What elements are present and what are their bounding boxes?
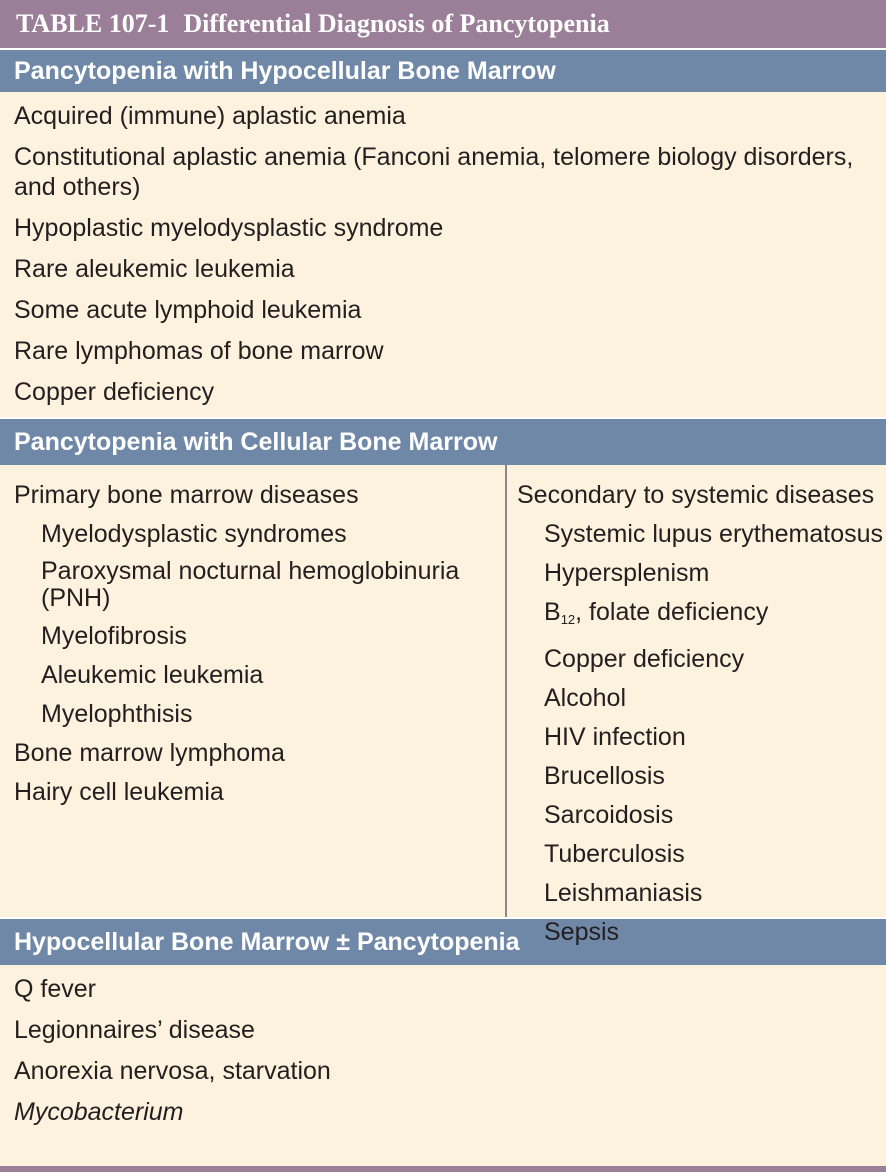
- bottom-rule: [0, 1166, 886, 1172]
- list-item: Legionnaires’ disease: [14, 1016, 255, 1044]
- list-item: Alcohol: [544, 684, 626, 712]
- group-label-primary: Primary bone marrow diseases: [14, 481, 359, 509]
- list-item: Paroxysmal nocturnal hemoglobinuria (PNH): [41, 557, 460, 612]
- list-item: Sepsis: [544, 918, 620, 946]
- list-item: Anorexia nervosa, starvation: [14, 1057, 331, 1085]
- column-secondary: [507, 465, 886, 946]
- list-item: Myelofibrosis: [41, 622, 187, 650]
- list-item: Systemic lupus erythematosus: [544, 520, 884, 548]
- list-item: Rare lymphomas of bone marrow: [14, 337, 384, 365]
- list-item: Tuberculosis: [544, 840, 685, 868]
- column-primary: [0, 465, 507, 917]
- list-item: Myelophthisis: [41, 700, 193, 728]
- list-item: Myelodysplastic syndromes: [41, 520, 347, 548]
- b12-subscript: 12: [560, 612, 576, 627]
- list-item: Hypoplastic myelodysplastic syndrome: [14, 214, 444, 242]
- list-item: Hairy cell leukemia: [14, 778, 224, 806]
- list-item-b12: [517, 594, 886, 641]
- list-item: Brucellosis: [544, 762, 665, 790]
- table-title: [0, 0, 886, 48]
- section-hypocellular-pancytopenia-list: [0, 965, 886, 1133]
- list-item: Acquired (immune) aplastic anemia: [14, 102, 406, 130]
- table-title-text: Differential Diagnosis of Pancytopenia: [183, 9, 610, 38]
- section-heading-cellular: Pancytopenia with Cellular Bone Marrow: [0, 417, 886, 465]
- b12-base: B: [544, 598, 561, 626]
- list-item: Q fever: [14, 975, 96, 1003]
- list-item: Constitutional aplastic anemia (Fanconi anemia, telomere biology disorders, and others): [14, 143, 854, 201]
- section-hypocellular-list: [0, 92, 886, 417]
- section-heading-hypocellular: Pancytopenia with Hypocellular Bone Marrow: [0, 48, 886, 92]
- list-item: Rare aleukemic leukemia: [14, 255, 295, 283]
- section-heading-hypocellular-pancytopenia: Hypocellular Bone Marrow ± Pancytopenia: [0, 917, 886, 965]
- list-item: Some acute lymphoid leukemia: [14, 296, 362, 324]
- list-item: HIV infection: [544, 723, 686, 751]
- list-item: Aleukemic leukemia: [41, 661, 264, 689]
- list-item: Hypersplenism: [544, 559, 710, 587]
- table-number: TABLE 107-1: [16, 9, 170, 38]
- list-item: Copper deficiency: [544, 645, 745, 673]
- list-item: Mycobacterium: [14, 1098, 184, 1126]
- b12-rest: , folate deficiency: [575, 598, 769, 626]
- list-item: Leishmaniasis: [544, 879, 703, 907]
- list-item: Bone marrow lymphoma: [14, 739, 285, 767]
- list-item: Sarcoidosis: [544, 801, 674, 829]
- group-label-secondary: Secondary to systemic diseases: [517, 481, 875, 509]
- list-item: Copper deficiency: [14, 378, 215, 406]
